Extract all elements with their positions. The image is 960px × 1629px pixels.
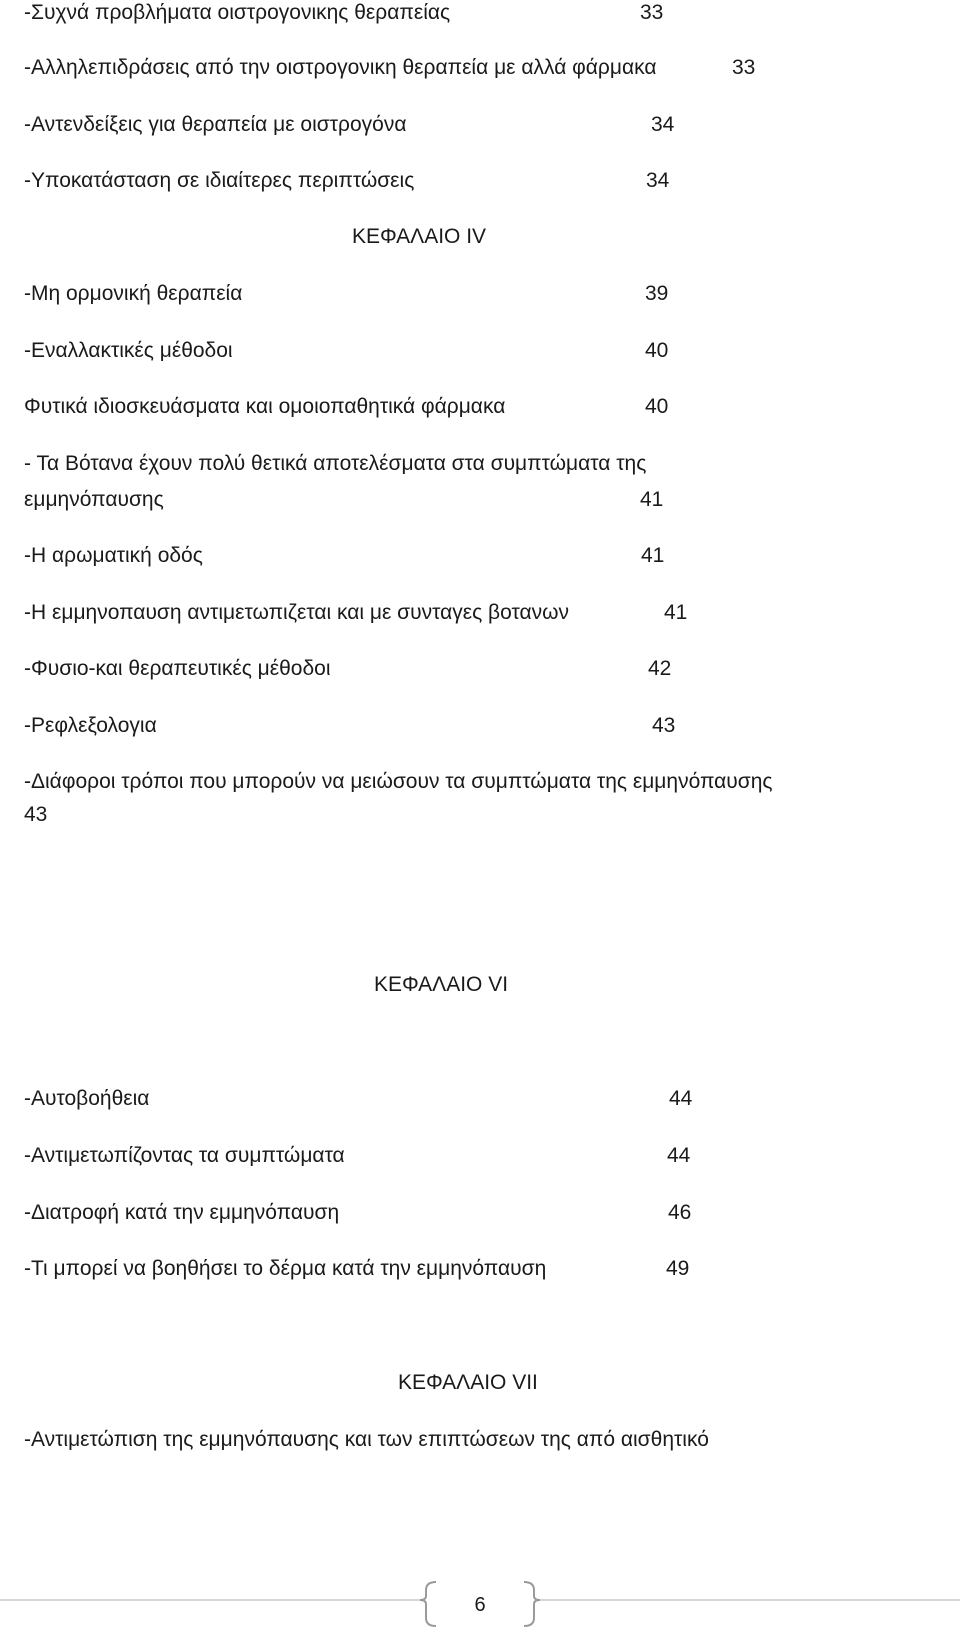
toc-entry-page: 40 [645,339,669,362]
toc-entry-text: 43 [24,803,48,826]
toc-entry-page: 46 [668,1201,692,1224]
toc-entry-page: 33 [640,1,664,24]
chapter-heading: ΚΕΦΑΛΑΙΟ IV [352,225,487,248]
page-footer [0,1578,960,1629]
toc-entry-text: -Η εμμηνοπαυση αντιμετωπιζεται και με συνταγες βοτανων [24,601,570,624]
toc-entry-text: -Η αρωματική οδός [24,544,203,567]
toc-entry-text: -Υποκατάσταση σε ιδιαίτερες περιπτώσεις [24,169,415,192]
toc-entry-text: -Εναλλακτικές μέθοδοι [24,339,233,362]
toc-entry-text: -Τι μπορεί να βοηθήσει το δέρμα κατά την εμμηνόπαυση [24,1257,547,1280]
toc-entry-text: -Διάφοροι τρόποι που μπορούν να μειώσουν τα συμπτώματα της εμμηνόπαυσης [24,770,773,793]
toc-entry-text: -Φυσιο-και θεραπευτικές μέθοδοι [24,657,331,680]
toc-entry-page: 43 [652,714,676,737]
toc-entry-text: -Διατροφή κατά την εμμηνόπαυση [24,1201,340,1224]
toc-entry-page: 42 [648,657,672,680]
toc-entry-text: -Αντενδείξεις για θεραπεία με οιστρογόνα [24,113,407,136]
toc-entry-page: 44 [669,1087,693,1110]
toc-entry-text: Φυτικά ιδιοσκευάσματα και ομοιοπαθητικά φάρμακα [24,395,506,418]
toc-entry-page: 34 [646,169,670,192]
toc-entry-page: 34 [651,113,675,136]
toc-entry-page: 40 [645,395,669,418]
toc-entry-text: -Συχνά προβλήματα οιστρογονικης θεραπείας [24,1,451,24]
page-number: 6 [474,1594,486,1616]
chapter-heading: ΚΕΦΑΛΑΙΟ VII [398,1371,538,1394]
toc-entry-page: 41 [640,488,664,511]
toc-entry-text: - Τα Βότανα έχουν πολύ θετικά αποτελέσματα στα συμπτώματα της [24,452,647,475]
toc-entry-page: 41 [664,601,688,624]
toc-entry-text: -Ρεφλεξολογια [24,714,157,737]
toc-entry-text: -Αλληλεπιδράσεις από την οιστρογονικη θεραπεία με αλλά φάρμακα [24,56,657,79]
toc-entry-text: -Μη ορμονική θεραπεία [24,282,243,305]
toc-entry-page: 33 [732,56,756,79]
toc-entry-page: 39 [645,282,669,305]
toc-entry-text: -Αυτοβοήθεια [24,1087,150,1110]
toc-entry-page: 44 [667,1144,691,1167]
toc-entry-text: εμμηνόπαυσης [24,488,164,511]
chapter-heading: ΚΕΦΑΛΑΙΟ VI [374,973,509,996]
toc-entry-page: 49 [666,1257,690,1280]
toc-entry-page: 41 [641,544,665,567]
toc-entry-text: -Αντιμετωπίζοντας τα συμπτώματα [24,1144,345,1167]
toc-entry-text: -Αντιμετώπιση της εμμηνόπαυσης και των επιπτώσεων της από αισθητικό [24,1428,709,1451]
